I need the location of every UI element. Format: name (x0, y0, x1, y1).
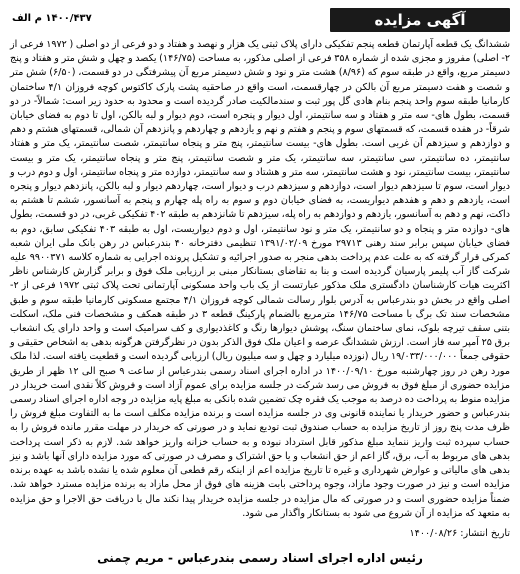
signature-line: رئیس اداره اجرای اسناد رسمی بندرعباس - مریم چمنی (97, 550, 423, 565)
notice-body: ششدانگ یک قطعه آپارتمان قطعه پنجم تفکیکی دارای پلاک ثبتی یک هزار و نهصد و هفتاد و دو فرعی از دو اصلی ( ۱۹۷۲ فرعی از ۲- اصلی) مفروز و مجزی شده از شماره ۳۵۸ فرعی از اصلی مذکور، به مساحت (۱۴۶/۷۵) یکصد و چهل و شش متر و هفتاد و پنج دسیمتر مربع، واقع در طبقه سوم که (۸/۹۶) هشت متر و نود و شش دسیمتر مربع آن پیشرفتگی در دو قسمت، (۶/۵۰) شش متر و شصت و هفت دسیمتر مربع آن بالکن در چهارقسمت، است واقع در صاحقیه پشت پارک کاکتوس کوچه فروزان ۴/۱ ساختمان کارمانیا طبقه سوم واحد پنجم بنام هادی گل پور ثبت و سندمالکیت صادر گردیده است و محدود به حدود زیر است: شمالاً- در دو قسمت، بطول های- سه متر و هفتاد و سه سانتیمتر، اول دیوار و پنجره است، دوم دیوار و لبه بالکن، اول تا دوم به فضای خیابان شرقاً- در هفده قسمت، که قسمتهای سوم و پنجم و هفتم و نهم و یازدهم و چهاردهم و پانزدهم آن شمالی، قسمتهای هشتم و دهم و دوازدهم و سیزدهم آن غربی است. بطول های- بیست سانتیمتر، پنج متر و پنجاه سانتیمتر، شصت سانتیمتر، یک متر و هفتاد سانتیمتر، ده سانتیمتر، سی سانتیمتر، سه سانتیمتر، یک متر و شصت سانتیمتر، پنج متر و پنجاه سانتیمتر، یک متر و بیست سانتیمتر، بیست سانتیمتر، نود و هشت سانتیمتر، سه متر و هشتاد و سه سانتیمتر، دوازده متر و پنجاه سانتیمتر، اول و دوم درب و دیوار است، سوم تا سیزدهم دیوار است، دوازدهم و سیزدهم درب و دیوار است، چهاردهم دیوار و لبه بالکن، پانزدهم دیوار و پنجره است، یازدهم و دهم و هفدهم دیواریست، به فضای خیابان دوم و سوم به راه پله چهارم و پنجم به آسانسور، ششم تا هشتم به داکت، نهم و دهم به آسانسور، یازدهم و دوازدهم به راه پله، سیزدهم تا شانزدهم به طبقه ۴۰۲ تفکیکی غربی، در دو قسمت، بطول های- دوازده متر و پنجاه و دو سانتیمتر، یک متر و نود سانتیمتر، اول و دوم دیواریست، اول به طبقه ۴۰۳ تفکیکی سابق، دوم به فضای خیابان سپس برابر سند رهنی ۲۹۷۱۳ مورخ ۱۳۹۱/۰۲/۰۹ تنظیمی دفترخانه ۴۰ بندرعباس در رهن بانک ملی ایران شعبه کمرکی قرار گرفته که به علت عدم پرداخت بدهی منجر به صدور اجرائیه و تشکیل پرونده اجرایی به شماره کلاسه ۹۹۰۰۳۷۱ علیه شرکت گاز آب پلیمر پارسیان گردیده است و بنا به تقاضای بستانکار مبنی بر ارزیابی ملک فوق و برابر گزارش کارشناس ناظر اکثریت هیات کارشناسان دادگستری ملک مذکور عبارتست از یک باب واحد مسکونی آپارتمانی تحت پلاک ثبتی ۱۹۷۲ فرعی از ۲- اصلی واقع در بخش دو بندرعباس به آدرس بلوار رسالت شمالی کوچه فروزان ۴/۱ مجتمع مسکونی کارمانیا طبقه سوم و طبق مشخصات سند تک برگ با مساحت ۱۴۶/۷۵ مترمربع بالضمام پارکینگ قطعه ۳ در طبقه همکف و مشخصات فنی ملک، اسکلت بتنی سقف تیرچه بلوک، نمای ساختمان سنگ، پوشش دیوارها رنگ و کاغذدیواری و کف سرامیک است و واحد دارای یک انشعاب برق ۲۵ آمپر سه فاز است. ارزش ششدانگ عرصه و اعیان ملک فوق الذکر بدون در نظرگرفتن هرگونه بدهی به اشخاص حقیقی و حقوقی جمعاً ۱۹/۰۳۳/۰۰۰/۰۰۰ ریال (نوزده میلیارد و چهل و سه میلیون ریال) ارزیابی گردیده است و قطعیت یافته است. لذا ملک مورد رهن در روز چهارشنبه مورخ ۱۴۰۰/۰۹/۱۰ در اداره اجرای اسناد رسمی بندرعباس از ساعت ۹ صبح الی ۱۲ ظهر از طریق مزایده حضوری از مبلغ فوق به فروش می رسد شرکت در جلسه مزایده برای عموم آزاد است و فروش کلاً نقدی است خریدار در مزایده منوط به پرداخت ده درصد به موجب یک فقره چک تضمین شده بانکی به مبلغ پایه مزایده در وجه اداره اجرای اسناد رسمی بندرعباس و حضور خریدار یا نماینده قانونی وی در جلسه مزایده است و برنده مزایده مکلف است ما به التفاوت مبلغ فروش را ظرف مدت پنج روز از تاریخ مزایده به حساب صندوق ثبت تودیع نماید و در صورتی که خریدار در مهلت مقرر مانده فروش را به حساب سپرده ثبت واریز ننماید مبلغ مذکور قابل استرداد نبوده و به حساب خزانه واریز خواهد شد. لازم به ذکر است پرداخت بدهی های مربوط به آب، برق، گاز اعم از حق انشعاب و یا حق اشتراک و مصرف در صورتی که مورد مزایده دارای آنها باشد و نیز بدهی های مالیاتی و عوارض شهرداری و غیره تا تاریخ مزایده اعم از اینکه رقم قطعی آن معلوم شده یا نشده باشد به عهده برنده مزایده است و نیز در صورت وجود مازاد، وجوه پرداختی بابت هزینه های فوق از محل مازاد به برنده مزایده مسترد خواهد شد. ضمناً مزایده حضوری است و در صورتی که مال مزایده در جلسه مزایده خریدار پیدا نکند مال با دریافت حق الاجرا و حق مزایده به متعهد که مزایده از آن شروع می شود به بستانکار واگذار می شود. (10, 39, 511, 519)
publication-date: تاریخ انتشار: ۱۴۰۰/۰۸/۲۶ (409, 527, 510, 539)
notice-title: آگهی مزایده (330, 8, 510, 32)
notice-footer (10, 527, 510, 565)
notice-header (10, 8, 510, 34)
reference-number: ۱۴۰۰/۴۳۷ م الف (12, 13, 92, 24)
